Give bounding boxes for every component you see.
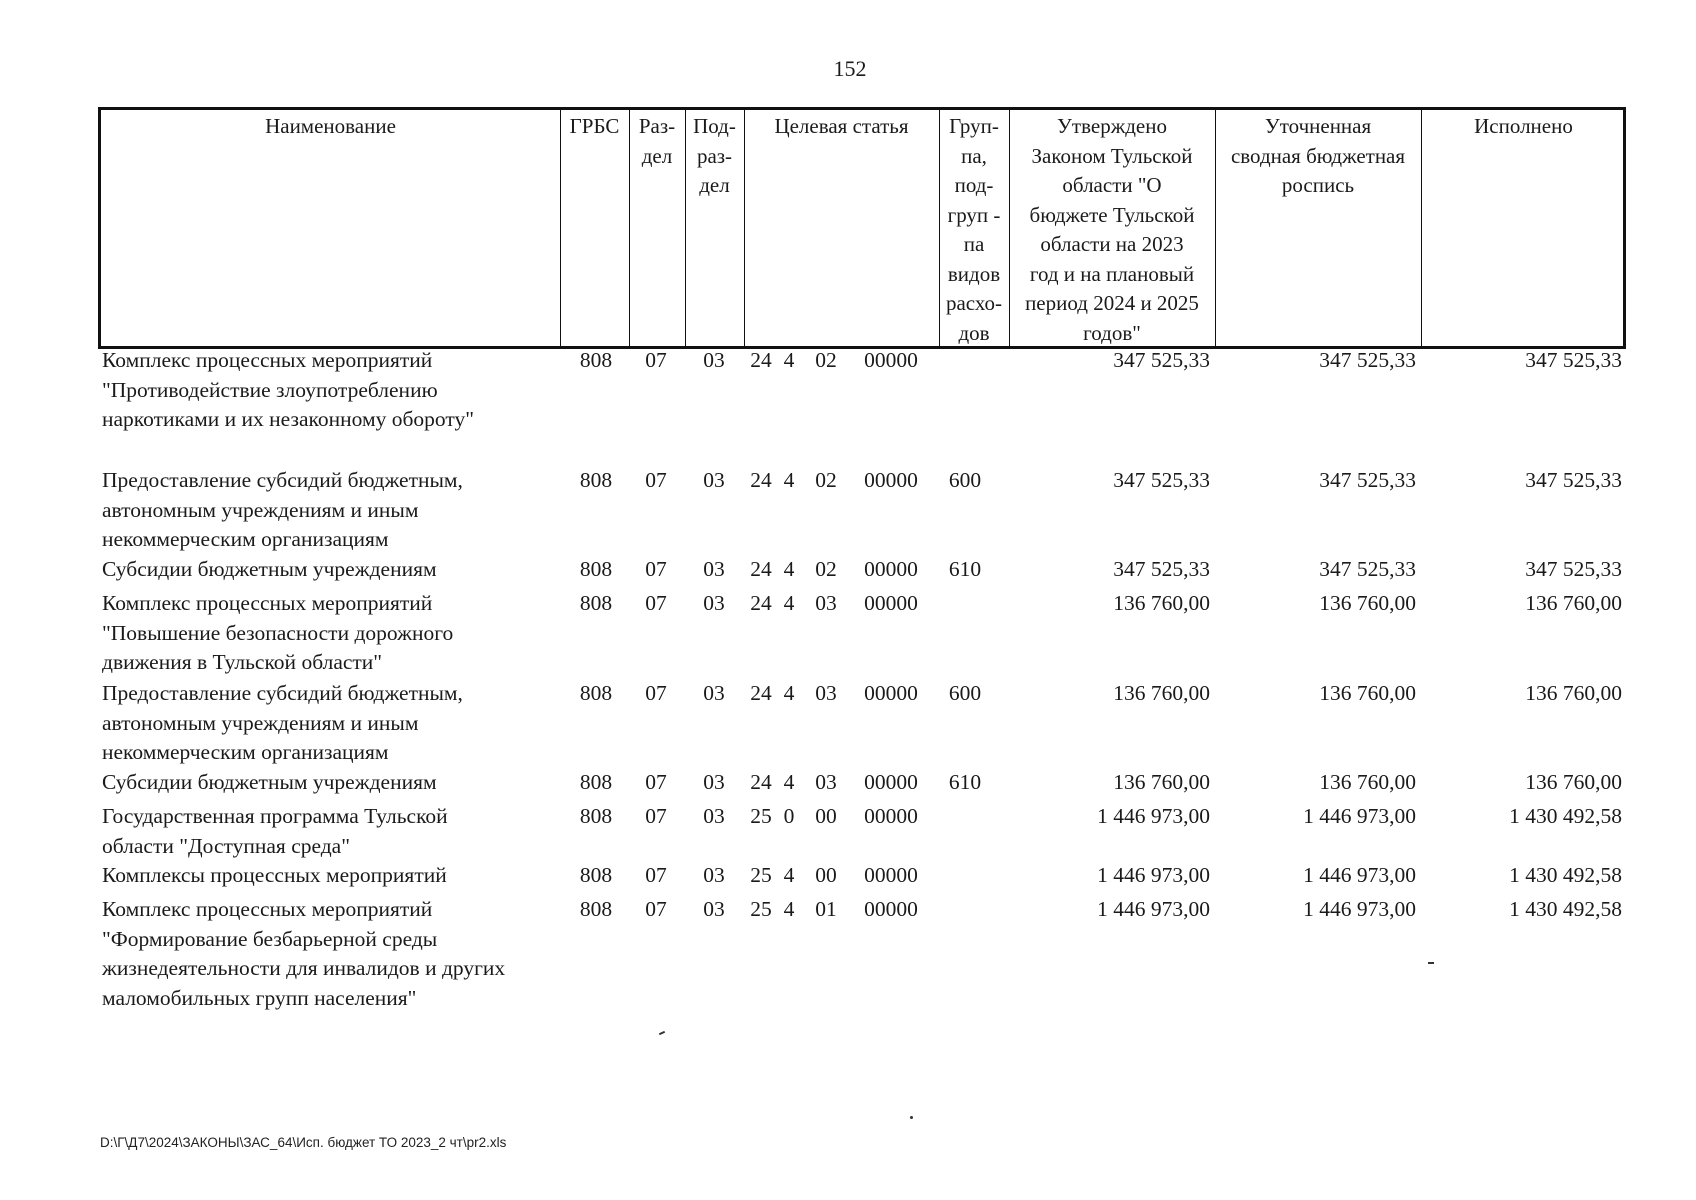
header-line: дов <box>958 320 990 345</box>
cell-ts-program: 25 <box>750 897 772 921</box>
header-line: под- <box>954 173 994 197</box>
cell-podrazdel: 03 <box>703 468 725 492</box>
cell-grbs: 808 <box>579 557 613 581</box>
header-line: области на 2023 <box>1040 232 1184 256</box>
scan-speck <box>1428 962 1434 964</box>
cell-approved: 136 760,00 <box>1113 591 1210 615</box>
cell-ts-program: 24 <box>750 770 772 794</box>
header-gruppa-vidov <box>939 112 1009 348</box>
cell-grbs: 808 <box>579 591 613 615</box>
header-line: Законом Тульской <box>1031 143 1193 168</box>
cell-razdel: 07 <box>645 804 667 828</box>
header-razdel <box>629 112 685 171</box>
page-number: 152 <box>833 56 867 81</box>
cell-ts-code: 00000 <box>864 468 918 492</box>
cell-name <box>102 466 572 555</box>
cell-grbs: 808 <box>579 770 613 794</box>
cell-ts-type: 4 <box>783 681 795 705</box>
cell-ts-code: 00000 <box>864 804 918 828</box>
cell-approved: 347 525,33 <box>1113 557 1210 581</box>
cell-vid: 600 <box>948 468 982 492</box>
cell-approved: 347 525,33 <box>1113 348 1210 372</box>
column-divider <box>560 110 561 346</box>
cell-ts-program: 24 <box>750 348 772 372</box>
cell-ts-type: 4 <box>783 468 795 492</box>
header-utverzhdeno <box>1009 112 1215 348</box>
cell-executed: 1 430 492,58 <box>1509 863 1622 887</box>
cell-approved: 136 760,00 <box>1113 681 1210 705</box>
header-line: Наименование <box>265 114 396 138</box>
cell-approved: 1 446 973,00 <box>1097 804 1210 828</box>
cell-razdel: 07 <box>645 897 667 921</box>
cell-ts-type: 4 <box>783 863 795 887</box>
cell-ts-group: 02 <box>815 468 837 492</box>
header-line: па, <box>961 143 987 168</box>
header-line: годов" <box>1083 320 1141 345</box>
header-line: Утверждено <box>1057 114 1167 138</box>
name-line: "Повышение безопасности дорожного <box>102 620 454 645</box>
cell-name <box>102 768 572 798</box>
cell-razdel: 07 <box>645 863 667 887</box>
cell-razdel: 07 <box>645 770 667 794</box>
file-path: D:\Г\Д7\2024\ЗАКОНЫ\ЗАС_64\Исп. бюджет ТО 2023_2 чт\pr2.xls <box>100 1135 507 1150</box>
name-line: Комплексы процессных мероприятий <box>102 863 447 887</box>
cell-grbs: 808 <box>579 681 613 705</box>
cell-ts-code: 00000 <box>864 591 918 615</box>
header-line: Целевая статья <box>774 114 909 138</box>
cell-grbs: 808 <box>579 348 613 372</box>
cell-ts-code: 00000 <box>864 348 918 372</box>
cell-refined: 1 446 973,00 <box>1303 804 1416 828</box>
header-line: период 2024 и 2025 <box>1025 291 1199 315</box>
column-divider <box>1421 110 1422 346</box>
cell-ts-type: 4 <box>783 591 795 615</box>
cell-name <box>102 346 572 435</box>
header-line: Исполнено <box>1474 114 1573 138</box>
header-line: видов <box>947 261 1001 286</box>
name-line: маломобильных групп населения" <box>102 985 417 1010</box>
header-utochnennaya <box>1215 112 1421 201</box>
cell-ts-group: 01 <box>815 897 837 921</box>
cell-approved: 1 446 973,00 <box>1097 897 1210 921</box>
name-line: жизнедеятельности для инвалидов и других <box>102 956 506 980</box>
header-line: Груп- <box>949 114 999 138</box>
cell-ts-group: 02 <box>815 348 837 372</box>
cell-name <box>102 895 572 1013</box>
cell-refined: 136 760,00 <box>1319 591 1416 615</box>
header-tselevaya-statya <box>744 112 939 142</box>
cell-ts-code: 00000 <box>864 897 918 921</box>
cell-ts-program: 24 <box>750 681 772 705</box>
cell-executed: 347 525,33 <box>1525 348 1622 372</box>
cell-refined: 347 525,33 <box>1319 468 1416 492</box>
cell-ts-type: 0 <box>783 804 795 828</box>
cell-razdel: 07 <box>645 591 667 615</box>
cell-ts-code: 00000 <box>864 557 918 581</box>
scan-speck <box>659 1031 665 1035</box>
cell-executed: 1 430 492,58 <box>1509 804 1622 828</box>
name-line: некоммерческим организациям <box>102 527 389 551</box>
cell-ts-code: 00000 <box>864 863 918 887</box>
header-line: груп - <box>947 202 1001 227</box>
cell-podrazdel: 03 <box>703 804 725 828</box>
header-ispolneno <box>1421 112 1626 142</box>
cell-ts-program: 25 <box>750 863 772 887</box>
header-line: раз- <box>696 143 733 168</box>
name-line: Комплекс процессных мероприятий <box>102 591 433 615</box>
header-name <box>101 112 560 142</box>
cell-grbs: 808 <box>579 897 613 921</box>
cell-podrazdel: 03 <box>703 591 725 615</box>
cell-executed: 347 525,33 <box>1525 468 1622 492</box>
header-line: год и на плановый <box>1029 261 1195 286</box>
cell-refined: 1 446 973,00 <box>1303 897 1416 921</box>
name-line: Субсидии бюджетным учреждениям <box>102 557 437 581</box>
header-line: Раз- <box>638 114 676 138</box>
cell-vid: 610 <box>948 770 982 794</box>
cell-ts-program: 24 <box>750 557 772 581</box>
cell-refined: 347 525,33 <box>1319 557 1416 581</box>
header-grbs <box>560 112 629 142</box>
cell-refined: 347 525,33 <box>1319 348 1416 372</box>
cell-refined: 136 760,00 <box>1319 681 1416 705</box>
name-line: Комплекс процессных мероприятий <box>102 897 433 921</box>
cell-ts-group: 00 <box>815 863 837 887</box>
cell-grbs: 808 <box>579 863 613 887</box>
header-line: Уточненная <box>1264 114 1372 138</box>
scan-speck <box>910 1116 913 1119</box>
header-line: расхо- <box>945 291 1003 315</box>
cell-ts-type: 4 <box>783 557 795 581</box>
cell-ts-type: 4 <box>783 897 795 921</box>
cell-ts-group: 03 <box>815 591 837 615</box>
cell-ts-group: 00 <box>815 804 837 828</box>
name-line: Субсидии бюджетным учреждениям <box>102 770 437 794</box>
cell-ts-group: 03 <box>815 681 837 705</box>
cell-executed: 136 760,00 <box>1525 591 1622 615</box>
name-line: Комплекс процессных мероприятий <box>102 348 433 372</box>
name-line: области "Доступная среда" <box>102 833 351 858</box>
name-line: "Формирование безбарьерной среды <box>102 926 438 951</box>
name-line: наркотиками и их незаконному обороту" <box>102 407 475 431</box>
cell-executed: 347 525,33 <box>1525 557 1622 581</box>
cell-podrazdel: 03 <box>703 681 725 705</box>
cell-name <box>102 589 572 678</box>
header-line: бюджете Тульской <box>1029 202 1195 227</box>
name-line: Предоставление субсидий бюджетным, <box>102 468 463 492</box>
cell-name <box>102 679 572 768</box>
name-line: Предоставление субсидий бюджетным, <box>102 681 463 705</box>
table-header <box>98 107 1626 349</box>
cell-razdel: 07 <box>645 468 667 492</box>
cell-name <box>102 555 572 585</box>
header-line: ГРБС <box>569 114 620 138</box>
cell-ts-code: 00000 <box>864 770 918 794</box>
cell-approved: 1 446 973,00 <box>1097 863 1210 887</box>
header-line: области "О <box>1062 173 1162 197</box>
cell-ts-program: 24 <box>750 591 772 615</box>
cell-refined: 1 446 973,00 <box>1303 863 1416 887</box>
header-line: дел <box>699 173 730 197</box>
name-line: автономным учреждениям и иным <box>102 710 419 735</box>
cell-name <box>102 802 572 861</box>
cell-name <box>102 861 572 891</box>
cell-ts-program: 24 <box>750 468 772 492</box>
cell-vid: 610 <box>948 557 982 581</box>
cell-podrazdel: 03 <box>703 770 725 794</box>
cell-razdel: 07 <box>645 681 667 705</box>
cell-podrazdel: 03 <box>703 863 725 887</box>
name-line: некоммерческим организациям <box>102 740 389 764</box>
cell-grbs: 808 <box>579 468 613 492</box>
cell-ts-program: 25 <box>750 804 772 828</box>
header-line: дел <box>641 143 673 168</box>
cell-razdel: 07 <box>645 557 667 581</box>
cell-refined: 136 760,00 <box>1319 770 1416 794</box>
name-line: Государственная программа Тульской <box>102 804 448 828</box>
cell-executed: 136 760,00 <box>1525 681 1622 705</box>
header-line: па <box>963 232 985 256</box>
cell-podrazdel: 03 <box>703 348 725 372</box>
cell-grbs: 808 <box>579 804 613 828</box>
cell-ts-group: 03 <box>815 770 837 794</box>
cell-executed: 1 430 492,58 <box>1509 897 1622 921</box>
column-divider <box>744 110 745 346</box>
cell-podrazdel: 03 <box>703 557 725 581</box>
header-line: роспись <box>1281 173 1355 197</box>
cell-ts-group: 02 <box>815 557 837 581</box>
cell-ts-code: 00000 <box>864 681 918 705</box>
header-podrazdel <box>685 112 744 201</box>
cell-ts-type: 4 <box>783 348 795 372</box>
header-line: Под- <box>693 114 736 138</box>
cell-podrazdel: 03 <box>703 897 725 921</box>
cell-razdel: 07 <box>645 348 667 372</box>
name-line: автономным учреждениям и иным <box>102 497 419 522</box>
name-line: движения в Тульской области" <box>102 650 383 674</box>
cell-approved: 136 760,00 <box>1113 770 1210 794</box>
header-line: сводная бюджетная <box>1230 143 1406 168</box>
cell-executed: 136 760,00 <box>1525 770 1622 794</box>
cell-vid: 600 <box>948 681 982 705</box>
name-line: "Противодействие злоупотреблению <box>102 377 438 402</box>
cell-approved: 347 525,33 <box>1113 468 1210 492</box>
cell-ts-type: 4 <box>783 770 795 794</box>
